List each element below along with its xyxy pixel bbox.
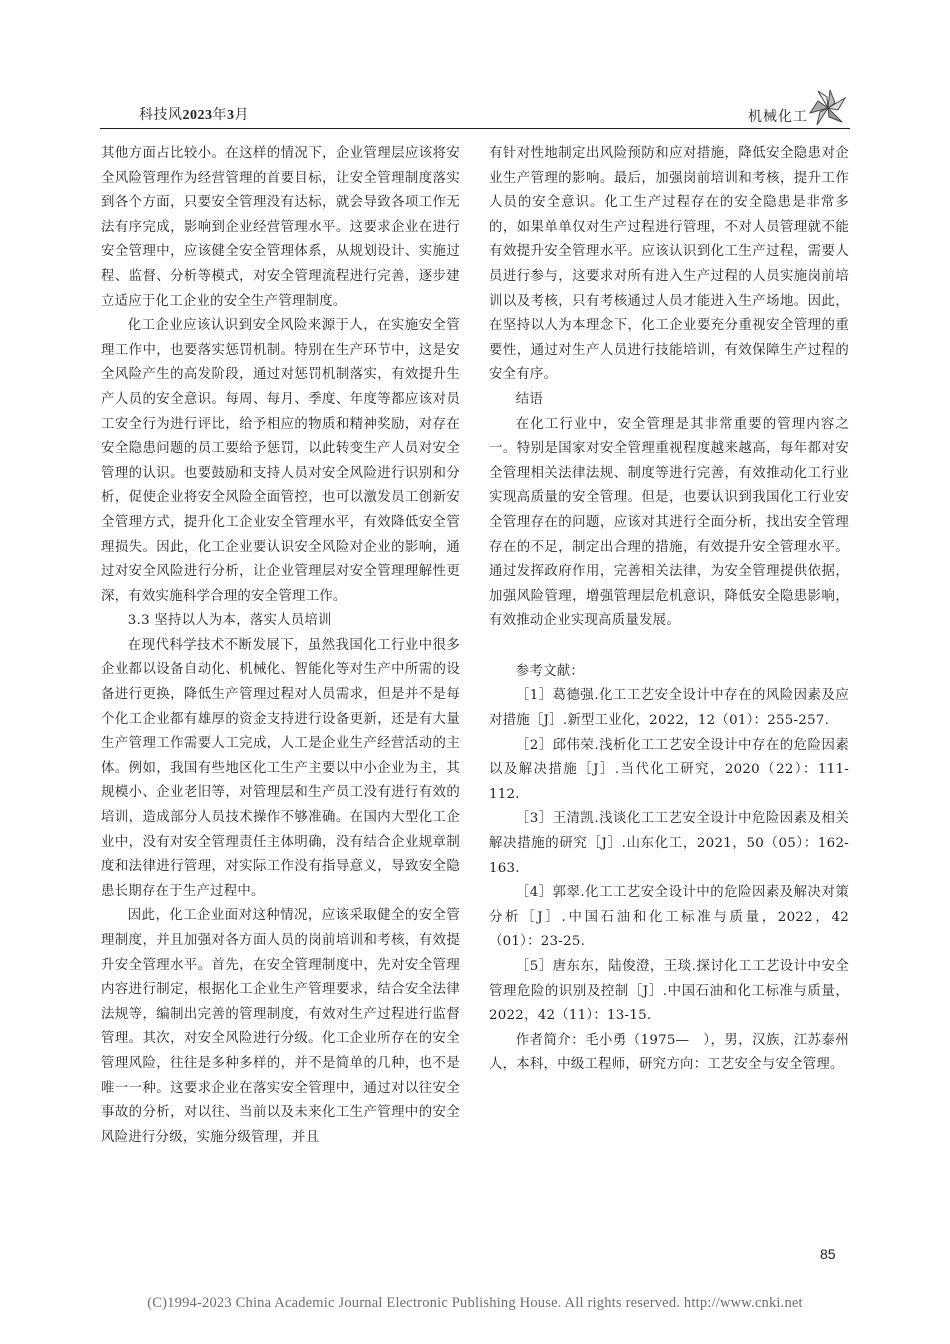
body-paragraph: 其他方面占比较小。在这样的情况下，企业管理层应该将安全风险管理作为经营管理的首要目标，让安全管理制度落实到各个方面，只要安全管理没有达标，就会导致各项工作无法有序完成，影响到企业经营管理水平。这要求企业在进行安全管理中，应该健全安全管理体系，从规划设计、实施过程、监督、分析等模式，对安全管理流程进行完善，逐步建立适应于化工企业的安全生产管理制度。	[101, 146, 460, 309]
journal-name: 科技风	[139, 107, 183, 123]
body-paragraph: 在现代科学技术不断发展下，虽然我国化工行业中很多企业都以设备自动化、机械化、智能化等对生产中所需的设备进行更换，降低生产管理过程对人员需求，但是并不是每个化工企业都有雄厚的资金支持进行设备更新，还是有大量生产管理工作需要人工完成，人工是企业生产经营活动的主体。例如，我国有些地区化工生产主要以中小企业为主，其规模小、企业老旧等，对管理层和生产员工没有进行有效的培训，造成部分人员技术操作不够准确。在国内大型化工企业中，没有对安全管理责任主体明确，没有结合企业规章制度和法律进行管理，对实际工作没有指导意义，导致安全隐患长期存在于生产过程中。	[101, 637, 460, 899]
issue-month: 3	[227, 108, 235, 123]
running-header-journal	[139, 104, 249, 124]
pinwheel-logo-icon	[808, 88, 848, 128]
body-paragraph: 因此，化工企业面对这种情况，应该采取健全的安全管理制度，并且加强对各方面人员的岗前培训和考核，有效提升安全管理水平。首先，在安全管理制度中，先对安全管理内容进行制定，根据化工企业生产管理要求，结合安全法律法规等，编制出完善的管理制度，有效对生产过程进行监督管理。其次，对安全风险进行分级。化工企业所存在的安全管理风险，往往是多种多样的，并不是简单的几种，也不是唯一一种。这要求企业在落实安全管理中，通过对以往安全事故的分析，对以往、当前以及未来化工生产管理中的安全风险进行分级，实施分级管理，并且	[101, 908, 460, 1145]
header-divider	[100, 128, 850, 129]
issue-year: 2023	[182, 108, 213, 123]
running-header-section: 机械化工	[748, 109, 808, 125]
reference-item: ［4］郭翠.化工工艺安全设计中的危险因素及解决对策分析［J］.中国石油和化工标准与质量，2022，42（01）：23-25.	[489, 885, 849, 950]
reference-item: ［5］唐东东，陆俊澄，王琰.探讨化工工艺设计中安全管理危险的识别及控制［J］.中国石油和化工标准与质量，2022，42（11）：13-15.	[489, 959, 849, 1024]
reference-item: ［1］葛德强.化工工艺安全设计中存在的风险因素及应对措施［J］.新型工业化，2022，12（01）：255-257.	[489, 688, 849, 729]
author-bio: 作者简介：毛小勇（1975— ），男，汉族，江苏泰州人，本科，中级工程师，研究方向：工艺安全与安全管理。	[489, 1032, 849, 1073]
page-number: 85	[820, 1246, 836, 1262]
conclusion-heading: 结语	[515, 391, 544, 407]
reference-item: ［2］邱伟荣.浅析化工工艺安全设计中存在的危险因素以及解决措施［J］.当代化工研究，2020（22）：111-112.	[489, 737, 849, 802]
section-heading: 3.3 坚持以人为本，落实人员培训	[127, 613, 332, 629]
references-section	[489, 660, 849, 1078]
left-column	[101, 142, 460, 1150]
month-label: 月	[234, 107, 249, 123]
body-paragraph: 化工企业应该认识到安全风险来源于人，在实施安全管理工作中，也要落实惩罚机制。特别在生产环节中，这是安全风险产生的高发阶段，通过对惩罚机制落实，有效提升生产人员的安全意识。每周、每月、季度、年度等都应该对员工安全行为进行评比，给予相应的物质和精神奖励，对存在安全隐患问题的员工要给予惩罚，以此转变生产人员对安全管理的认识。也要鼓励和支持人员对安全风险进行识别和分析，促使企业将安全风险全面管控，也可以激发员工创新安全管理方式，提升化工企业安全管理水平，有效降低安全管理损失。因此，化工企业要认识安全风险对企业的影响，通过对安全风险进行分析，让企业管理层对安全管理理解性更深，有效实施科学合理的安全管理工作。	[101, 318, 460, 604]
references-title: 参考文献：	[515, 663, 584, 679]
right-column	[489, 142, 849, 1078]
body-paragraph: 有针对性地制定出风险预防和应对措施，降低安全隐患对企业生产管理的影响。最后，加强岗前培训和考核，提升工作人员的安全意识。化工生产过程存在的安全隐患是非常多的，如果单单仅对生产过程进行管理，不对人员管理就不能有效提升安全管理水平。应该认识到化工生产过程，需要人员进行参与，这要求对所有进入生产过程的人员实施岗前培训以及考核，只有考核通过人员才能进入生产场地。因此，在坚持以人为本理念下，化工企业要充分重视安全管理的重要性，通过对生产人员进行技能培训，有效保障生产过程的安全有序。	[489, 146, 849, 383]
copyright-footer: (C)1994-2023 China Academic Journal Electronic Publishing House. All rights reserved. http://www.cnki.net	[147, 1295, 803, 1311]
reference-item: ［3］王清凯.浅谈化工工艺安全设计中危险因素及相关解决措施的研究［J］.山东化工，2021，50（05）：162-163.	[489, 811, 849, 876]
year-label: 年	[212, 107, 227, 123]
body-paragraph: 在化工行业中，安全管理是其非常重要的管理内容之一。特别是国家对安全管理重视程度越来越高，每年都对安全管理相关法律法规、制度等进行完善，有效推动化工行业实现高质量的安全管理。但是，也要认识到我国化工行业安全管理存在的问题，应该对其进行全面分析，找出安全管理存在的不足，制定出合理的措施，有效提升安全管理水平。通过发挥政府作用，完善相关法律，为安全管理提供依据，加强风险管理，增强管理层危机意识，降低安全隐患影响，有效推动企业实现高质量发展。	[489, 416, 849, 629]
